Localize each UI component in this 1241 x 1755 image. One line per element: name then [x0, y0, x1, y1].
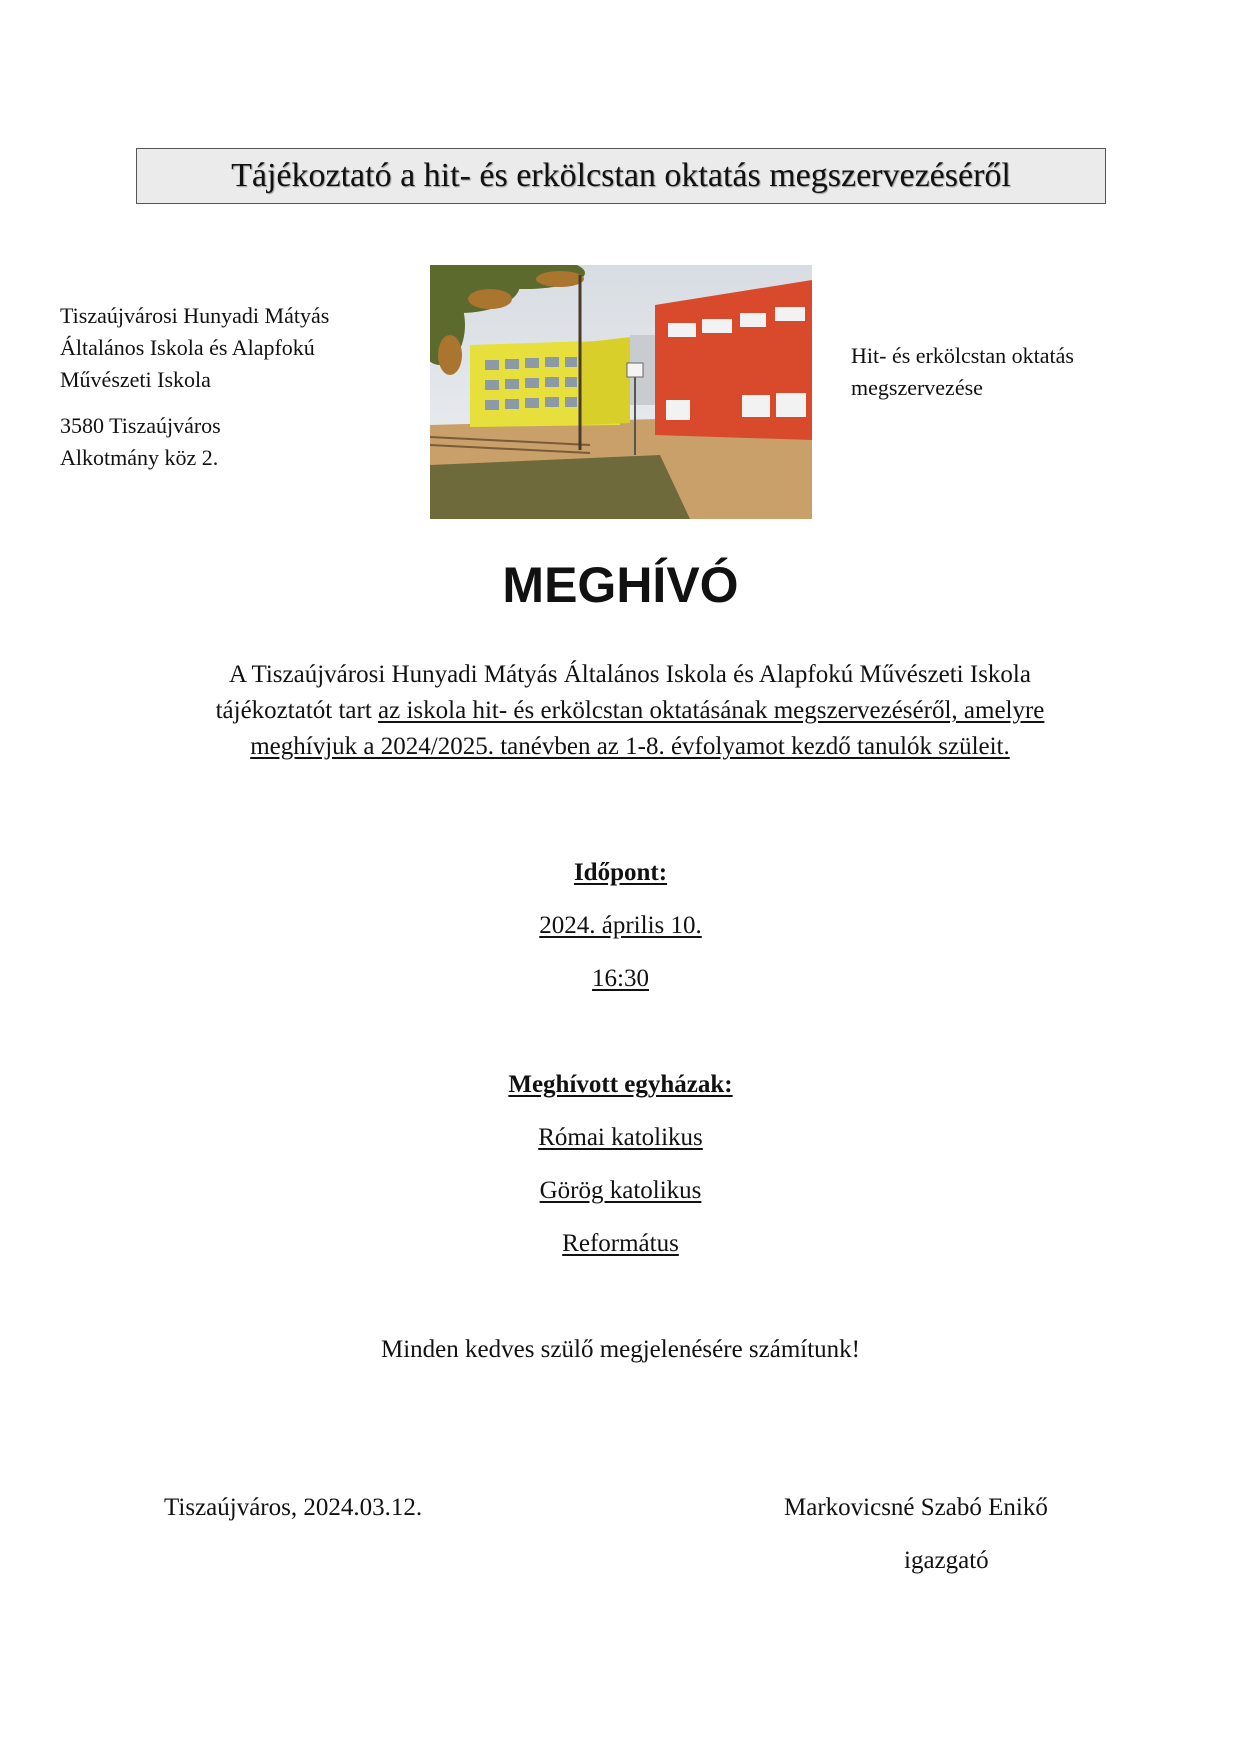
church-item: Görög katolikus — [539, 1177, 702, 1204]
intro-paragraph — [170, 657, 1090, 765]
school-name-line: Általános Iskola és Alapfokú — [60, 335, 315, 360]
time-date: 2024. április 10. — [539, 912, 702, 939]
time-date-row — [0, 912, 1241, 940]
school-name-line: Művészeti Iskola — [60, 367, 211, 392]
topic-info — [851, 340, 1074, 404]
signer-name: Markovicsné Szabó Enikő — [784, 1494, 1048, 1521]
time-label-row — [0, 859, 1241, 887]
school-address — [60, 410, 329, 474]
churches-label: Meghívott egyházak: — [508, 1071, 733, 1098]
intro-underlined: az iskola hit- és erkölcstan oktatásának megszervezéséről, amelyre meghívjuk a 2024/2025. tanévben az 1-8. évfolyamot kezdő tanulók szüleit. — [250, 697, 1045, 760]
place-date: Tiszaújváros, 2024.03.12. — [164, 1494, 423, 1521]
time-hour: 16:30 — [592, 965, 649, 992]
signer-role: igazgató — [904, 1547, 989, 1574]
church-item: Református — [562, 1230, 679, 1257]
school-building-photo — [430, 265, 812, 519]
church-row — [0, 1230, 1241, 1258]
church-row — [0, 1124, 1241, 1152]
page-heading: MEGHÍVÓ — [502, 557, 739, 613]
time-label: Időpont: — [573, 859, 668, 886]
document-title — [136, 148, 1106, 204]
address-line: Alkotmány köz 2. — [60, 445, 219, 470]
topic-line: megszervezése — [851, 375, 983, 400]
school-name-line: Tiszaújvárosi Hunyadi Mátyás — [60, 303, 330, 328]
intro-plain: A Tiszaújvárosi Hunyadi Mátyás Általános Iskola és Alapfokú Művészeti Iskola tájékoztatót tart — [215, 661, 1031, 724]
church-row — [0, 1177, 1241, 1205]
title-text: Tájékoztató a hit- és erkölcstan oktatás megszervezéséről — [231, 157, 1011, 194]
churches-label-row — [0, 1071, 1241, 1099]
closing-row — [0, 1336, 1241, 1364]
closing-text: Minden kedves szülő megjelenésére számítunk! — [380, 1336, 861, 1363]
topic-line: Hit- és erkölcstan oktatás — [851, 343, 1074, 368]
school-info — [60, 300, 329, 488]
address-line: 3580 Tiszaújváros — [60, 413, 221, 438]
church-item: Római katolikus — [538, 1124, 703, 1151]
school-name — [60, 300, 329, 396]
time-hour-row — [0, 965, 1241, 993]
